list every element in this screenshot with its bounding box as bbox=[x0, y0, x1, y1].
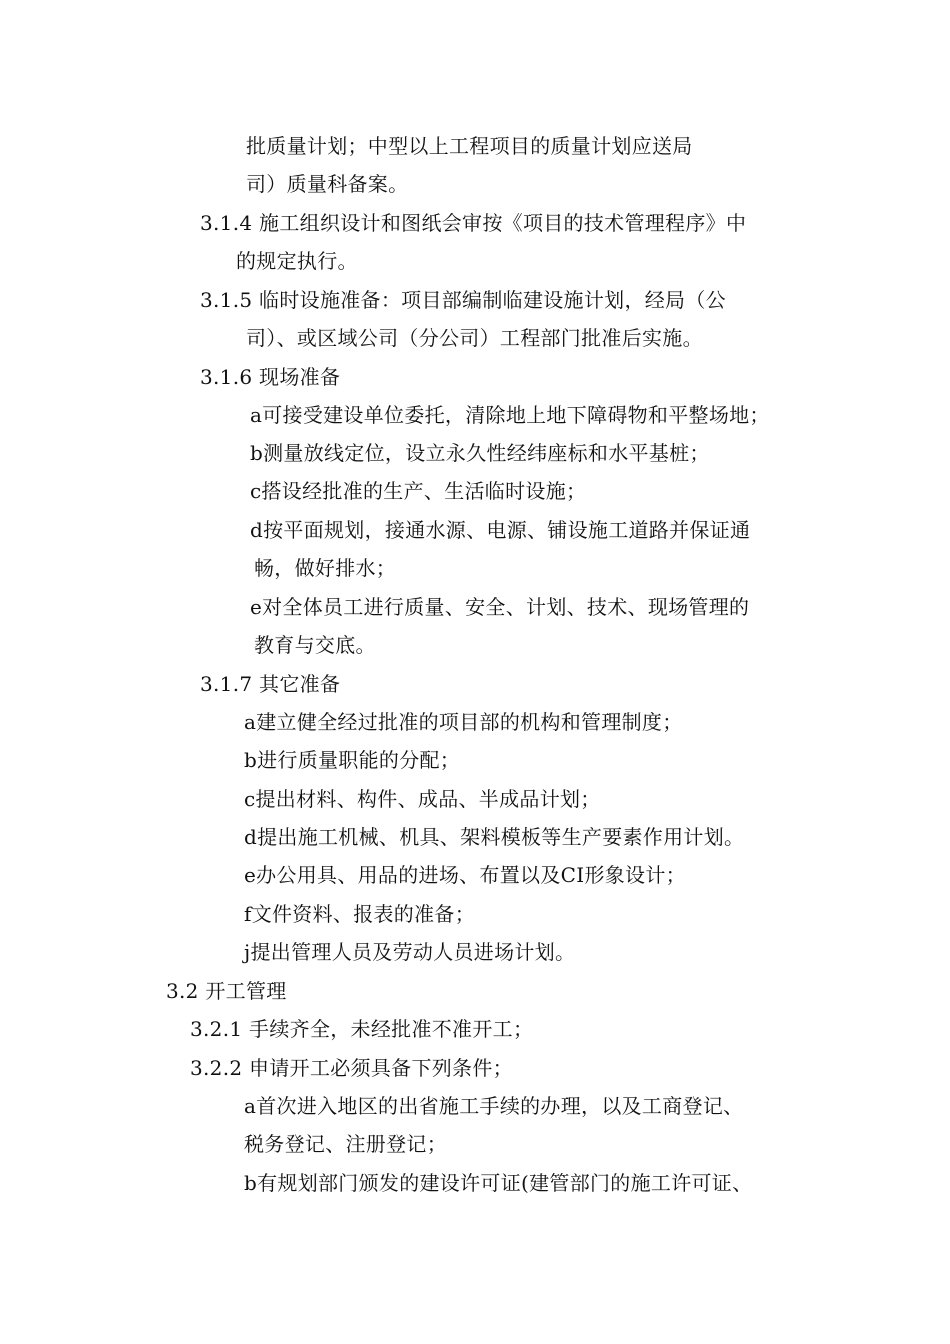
list-item: a首次进入地区的出省施工手续的办理，以及工商登记、 bbox=[244, 1094, 744, 1118]
section-heading-3-2: 3.2 开工管理 bbox=[166, 979, 287, 1003]
section-heading-3-1-7: 3.1.7 其它准备 bbox=[200, 672, 341, 696]
list-item: b测量放线定位，设立永久性经纬座标和水平基桩； bbox=[250, 441, 710, 465]
section-heading-3-1-5: 3.1.5 临时设施准备：项目部编制临建设施计划，经局（公 bbox=[200, 288, 726, 312]
list-item-continuation: 教育与交底。 bbox=[254, 633, 376, 657]
list-item: b有规划部门颁发的建设许可证(建管部门的施工许可证、 bbox=[244, 1171, 753, 1195]
section-heading-3-1-4: 3.1.4 施工组织设计和图纸会审按《项目的技术管理程序》中 bbox=[200, 211, 747, 235]
list-item: b进行质量职能的分配； bbox=[244, 748, 461, 772]
text-line: 司）、或区域公司（分公司）工程部门批准后实施。 bbox=[246, 326, 703, 350]
list-item: e对全体员工进行质量、安全、计划、技术、现场管理的 bbox=[250, 595, 750, 619]
section-heading-3-2-1: 3.2.1 手续齐全，未经批准不准开工； bbox=[190, 1017, 534, 1041]
list-item: a建立健全经过批准的项目部的机构和管理制度； bbox=[244, 710, 683, 734]
list-item: c提出材料、构件、成品、半成品计划； bbox=[244, 787, 601, 811]
text-line: 批质量计划；中型以上工程项目的质量计划应送局 bbox=[246, 134, 693, 158]
list-item: f文件资料、报表的准备； bbox=[244, 902, 476, 926]
section-heading-3-1-6: 3.1.6 现场准备 bbox=[200, 365, 341, 389]
section-heading-3-2-2: 3.2.2 申请开工必须具备下列条件； bbox=[190, 1056, 513, 1080]
text-line: 的规定执行。 bbox=[236, 249, 358, 273]
list-item: a可接受建设单位委托，清除地上地下障碍物和平整场地； bbox=[250, 403, 770, 427]
list-item-continuation: 畅，做好排水； bbox=[254, 556, 397, 580]
list-item: j提出管理人员及劳动人员进场计划。 bbox=[244, 940, 576, 964]
list-item: e办公用具、用品的进场、布置以及CI形象设计； bbox=[244, 863, 686, 887]
list-item-continuation: 税务登记、注册登记； bbox=[244, 1132, 447, 1156]
list-item: d按平面规划，接通水源、电源、铺设施工道路并保证通 bbox=[250, 518, 751, 542]
list-item: c搭设经批准的生产、生活临时设施； bbox=[250, 479, 587, 503]
list-item: d提出施工机械、机具、架料模板等生产要素作用计划。 bbox=[244, 825, 745, 849]
text-line: 司）质量科备案。 bbox=[246, 172, 409, 196]
